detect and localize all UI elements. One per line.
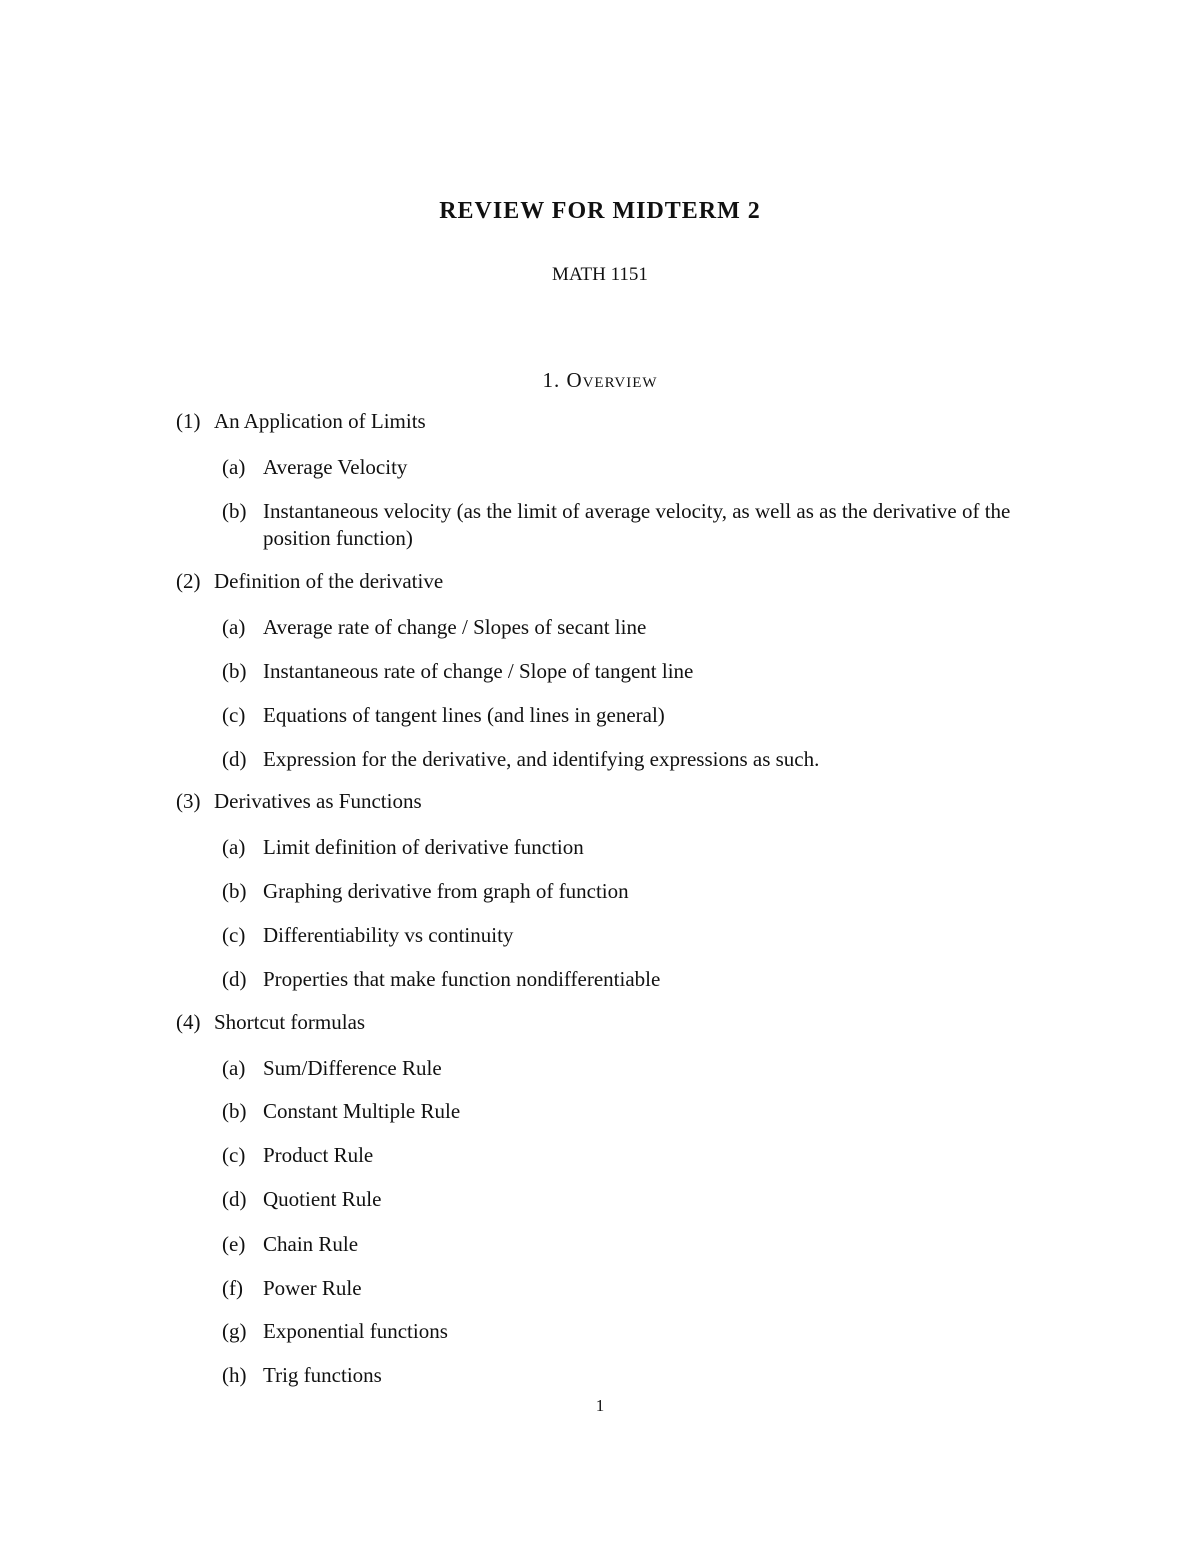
outline-item	[176, 569, 443, 594]
outline-item	[176, 789, 422, 814]
outline-subitem-label: (b)	[222, 879, 247, 903]
outline-subitem	[222, 498, 1072, 552]
outline-subitem	[222, 454, 1072, 481]
outline-item-number: (1)	[176, 409, 201, 433]
outline-subitem-text: Instantaneous rate of change / Slope of tangent line	[263, 659, 694, 683]
outline-subitem-text: Differentiability vs continuity	[263, 923, 514, 947]
outline-subitem-label: (c)	[222, 923, 246, 947]
outline-subitem-label: (g)	[222, 1319, 247, 1343]
outline-item-text: Definition of the derivative	[214, 569, 444, 593]
outline-item-number: (3)	[176, 789, 201, 813]
course-code: MATH 1151	[552, 264, 648, 285]
outline-subitem-text: Quotient Rule	[263, 1187, 382, 1211]
outline-subitem-label: (a)	[222, 1056, 246, 1080]
document-title: REVIEW FOR MIDTERM 2	[439, 198, 761, 224]
outline-subitem	[222, 614, 1072, 641]
outline-subitem-text: Equations of tangent lines (and lines in general)	[263, 703, 665, 727]
outline-subitem-label: (a)	[222, 455, 246, 479]
outline-item	[176, 409, 426, 434]
outline-subitem-text: Sum/Difference Rule	[263, 1056, 442, 1080]
outline-subitem	[222, 1362, 1072, 1389]
outline-subitem	[222, 1055, 1072, 1082]
outline-item-number: (2)	[176, 569, 201, 593]
outline-subitem-label: (b)	[222, 1099, 247, 1123]
outline-subitem-label: (e)	[222, 1232, 246, 1256]
outline-subitem	[222, 658, 1072, 685]
outline-subitem-label: (a)	[222, 835, 246, 859]
outline-subitem	[222, 834, 1072, 861]
outline-subitem-text: Properties that make function nondifferentiable	[263, 967, 661, 991]
outline-subitem-label: (f)	[222, 1276, 243, 1300]
outline-subitem	[222, 1186, 1072, 1213]
outline-subitem-text: Trig functions	[263, 1363, 382, 1387]
outline-subitem-label: (b)	[222, 659, 247, 683]
outline-subitem-label: (b)	[222, 499, 247, 523]
outline-subitem	[222, 1231, 1072, 1258]
outline-subitem-label: (d)	[222, 967, 247, 991]
outline-subitem-text: Average rate of change / Slopes of secant line	[263, 615, 647, 639]
outline-subitem	[222, 966, 1072, 993]
outline-subitem-text: Instantaneous velocity (as the limit of average velocity, as well as as the derivative of the position function)	[263, 499, 1011, 550]
outline-subitem-label: (h)	[222, 1363, 247, 1387]
outline-item	[176, 1010, 365, 1035]
outline-subitem	[222, 702, 1072, 729]
outline-subitem-text: Chain Rule	[263, 1232, 359, 1256]
outline-subitem-text: Power Rule	[263, 1276, 362, 1300]
outline-item-text: An Application of Limits	[214, 409, 426, 433]
outline-subitem-label: (c)	[222, 703, 246, 727]
outline-subitem-text: Constant Multiple Rule	[263, 1099, 461, 1123]
outline-subitem	[222, 1318, 1072, 1345]
outline-subitem-text: Product Rule	[263, 1143, 374, 1167]
outline-subitem-label: (a)	[222, 615, 246, 639]
outline-item-text: Derivatives as Functions	[214, 789, 422, 813]
page-number: 1	[595, 1396, 605, 1415]
outline-subitem-label: (d)	[222, 747, 247, 771]
section-heading: 1. Overview	[542, 368, 658, 392]
outline-subitem-text: Expression for the derivative, and identifying expressions as such.	[263, 747, 820, 771]
outline-subitem-text: Exponential functions	[263, 1319, 448, 1343]
outline-subitem	[222, 746, 1072, 773]
outline-subitem-text: Limit definition of derivative function	[263, 835, 584, 859]
outline-item-text: Shortcut formulas	[214, 1010, 366, 1034]
outline-subitem	[222, 1098, 1072, 1125]
outline-item-number: (4)	[176, 1010, 201, 1034]
outline-subitem	[222, 1142, 1072, 1169]
outline-subitem	[222, 878, 1072, 905]
outline-subitem-text: Average Velocity	[263, 455, 408, 479]
outline-subitem-text: Graphing derivative from graph of function	[263, 879, 629, 903]
outline-subitem-label: (d)	[222, 1187, 247, 1211]
outline-subitem	[222, 922, 1072, 949]
outline-subitem-label: (c)	[222, 1143, 246, 1167]
outline-subitem	[222, 1275, 1072, 1302]
